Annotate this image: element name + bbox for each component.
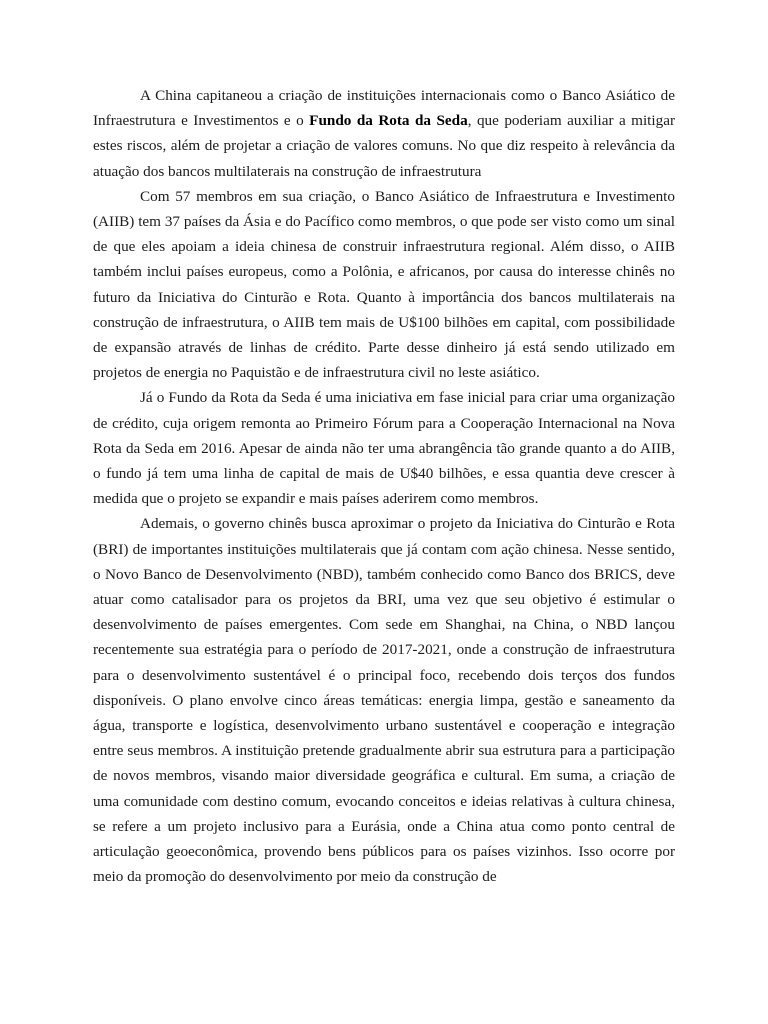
- paragraph-text: Com 57 membros em sua criação, o Banco Asiático de Infraestrutura e Investimento (AIIB) tem 37 países da Ásia e do Pacífico como membros, o que pode ser visto como um sinal de que eles apoiam a ideia chinesa de construir infraestrutura regional. Além disso, o AIIB também inclui países europeus, como a Polônia, e africanos, por causa do interesse chinês no futuro da Iniciativa do Cinturão e Rota. Quanto à importância dos bancos multilaterais na construção de infraestrutura, o AIIB tem mais de U$100 bilhões em capital, com possibilidade de expansão através de linhas de crédito. Parte desse dinheiro já está sendo utilizado em projetos de energia no Paquistão e de infraestrutura civil no leste asiático.: [93, 187, 675, 382]
- paragraph-text: Já o Fundo da Rota da Seda é uma iniciativa em fase inicial para criar uma organização de crédito, cuja origem remonta ao Primeiro Fórum para a Cooperação Internacional na Nova Rota da Seda em 2016. Apesar de ainda não ter uma abrangência tão grande quanto a do AIIB, o fundo já tem uma linha de capital de mais de U$40 bilhões, e essa quantia deve crescer à medida que o projeto se expandir e mais países aderirem como membros.: [93, 389, 675, 508]
- paragraph-text: Ademais, o governo chinês busca aproximar o projeto da Iniciativa do Cinturão e Rota (BRI) de importantes instituições multilaterais que já contam com ação chinesa. Nesse sentido, o Novo Banco de Desenvolvimento (NBD), também conhecido como Banco dos BRICS, deve atuar como catalisador para os projetos da BRI, uma vez que seu objetivo é estimular o desenvolvimento de países emergentes. Com sede em Shanghai, na China, o NBD lançou recentemente sua estratégia para o período de 2017-2021, onde a construção de infraestrutura para o desenvolvimento sustentável é o principal foco, recebendo dois terços dos fundos disponíveis. O plano envolve cinco áreas temáticas: energia limpa, gestão e saneamento da água, transporte e logística, desenvolvimento urbano sustentável e cooperação e integração entre seus membros. A instituição pretende gradualmente abrir sua estrutura para a participação de novos membros, visando maior diversidade geográfica e cultural. Em suma, a criação de uma comunidade com destino comum, evocando conceitos e ideias relativas à cultura chinesa, se refere a um projeto inclusivo para a Eurásia, onde a China atua como ponto central de articulação geoeconômica, provendo bens públicos para os países vizinhos. Isso ocorre por meio da promoção do desenvolvimento por meio da construção de: [93, 515, 675, 886]
- paragraph: [93, 511, 675, 889]
- paragraph: [93, 385, 675, 511]
- paragraph-text: , que poderiam auxiliar a mitigar estes riscos, além de projetar a criação de valores comuns. No que diz respeito à relevância da atuação dos bancos multilaterais na construção de infraestrutura: [93, 112, 676, 180]
- document-page: [93, 83, 675, 890]
- paragraph-text: A China capitaneou a criação de instituições internacionais como o Banco Asiático de Infraestrutura e Investimentos e o: [93, 87, 675, 130]
- emphasized-fund-name: Fundo da Rota da Seda: [309, 112, 468, 130]
- paragraph: [93, 83, 675, 184]
- paragraph: [93, 184, 675, 386]
